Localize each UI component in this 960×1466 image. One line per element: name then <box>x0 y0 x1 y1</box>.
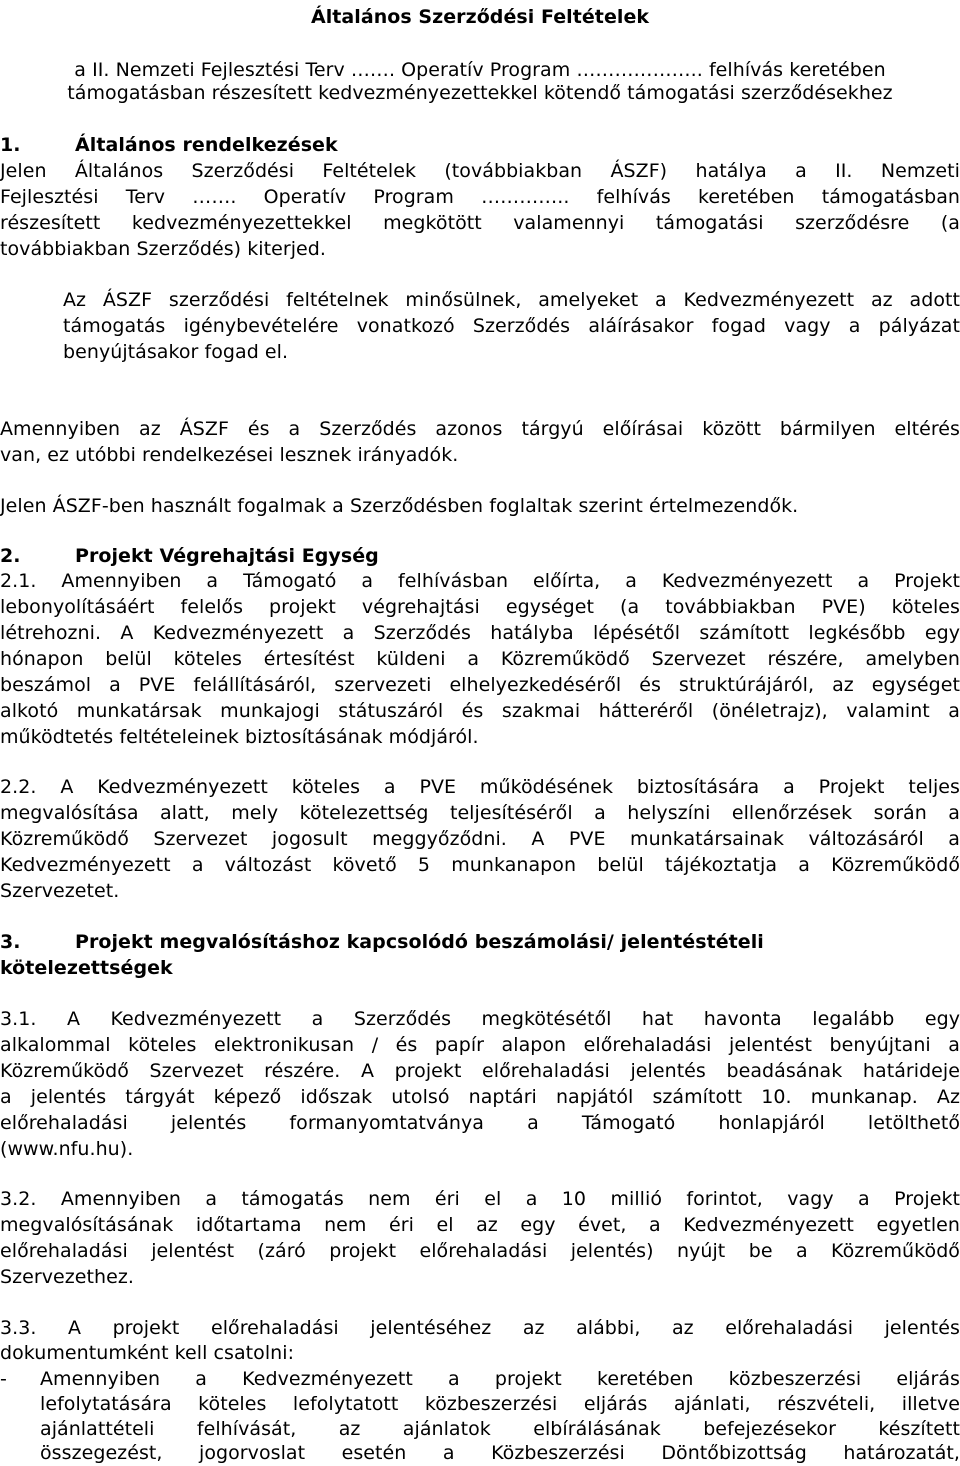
paragraph-line: lebonyolításáért felelős projekt végrehajtási egységet (a továbbiakban PVE) köteles <box>0 596 960 618</box>
paragraph-line: megvalósításának időtartama nem éri el az egy évet, a Kedvezményezett egyetlen <box>0 1214 960 1236</box>
paragraph-line: 2.2. A Kedvezményezett köteles a PVE működésének biztosítására a Projekt teljes <box>0 776 960 798</box>
paragraph-line: Közreműködő Szervezet részére. A projekt előrehaladási jelentés beadásának határideje <box>0 1060 960 1082</box>
paragraph-line: támogatás igénybevételére vonatkozó Szerződés aláírásakor fogad vagy a pályázat <box>63 315 960 337</box>
paragraph-line: benyújtásakor fogad el. <box>63 341 289 363</box>
paragraph-line: előrehaladási jelentés formanyomtatványa a Támogató honlapjáról letölthető <box>0 1112 960 1134</box>
section-number: 3. <box>0 931 21 953</box>
section-number: 1. <box>0 134 21 156</box>
paragraph-line: 3.1. A Kedvezményezett a Szerződés megkötésétől hat havonta legalább egy <box>0 1008 960 1030</box>
bullet-dash: - <box>0 1368 7 1390</box>
paragraph-line: (www.nfu.hu). <box>0 1138 134 1160</box>
paragraph-line: dokumentumként kell csatolni: <box>0 1342 295 1364</box>
list-item-line: lefolytatására köteles lefolytatott közbeszerzési eljárás ajánlati, részvételi, illetve <box>40 1393 960 1415</box>
paragraph-line: előrehaladási jelentést (záró projekt előrehaladási jelentés) nyújt be a Közreműködő <box>0 1240 960 1262</box>
subtitle-line: a II. Nemzeti Fejlesztési Terv ……. Operatív Program ……………….. felhívás keretében <box>74 59 886 81</box>
list-item-line: ajánlattételi felhívását, az ajánlatok elbírálásának befejezésekor készített <box>40 1418 960 1440</box>
list-item-line: Amennyiben a Kedvezményezett a projekt keretében közbeszerzési eljárás <box>40 1368 960 1390</box>
list-item-line: összegezést, jogorvoslat esetén a Közbeszerzési Döntőbizottság határozatát, <box>40 1442 960 1464</box>
document-title: Általános Szerződési Feltételek <box>310 6 650 28</box>
paragraph-line: Fejlesztési Terv ……. Operatív Program ………….. felhívás keretében támogatásban <box>0 186 960 208</box>
paragraph-line: alkotó munkatársak munkajogi státuszáról és szakmai hátteréről (önéletrajz), valamint a <box>0 700 960 722</box>
paragraph-line: megvalósítása alatt, mely kötelezettség teljesítéséről a helyszíni ellenőrzések során a <box>0 802 960 824</box>
paragraph-line: részesített kedvezményezettekkel megkötött valamennyi támogatási szerződésre (a <box>0 212 960 234</box>
section-title: Általános rendelkezések <box>75 134 338 156</box>
paragraph-line: a jelentés tárgyát képező időszak utolsó naptári napjától számított 10. munkanap. Az <box>0 1086 960 1108</box>
paragraph-line: Szervezethez. <box>0 1266 134 1288</box>
paragraph-line: Jelen ÁSZF-ben használt fogalmak a Szerződésben foglaltak szerint értelmezendők. <box>0 495 799 517</box>
paragraph-line: 3.2. Amennyiben a támogatás nem éri el a 10 millió forintot, vagy a Projekt <box>0 1188 960 1210</box>
paragraph-line: alkalommal köteles elektronikusan / és papír alapon előrehaladási jelentést benyújtani a <box>0 1034 960 1056</box>
paragraph-line: működtetés feltételeinek biztosításának módjáról. <box>0 726 479 748</box>
paragraph-line: Az ÁSZF szerződési feltételnek minősülnek, amelyeket a Kedvezményezett az adott <box>63 289 960 311</box>
paragraph-line: Közreműködő Szervezet jogosult meggyőződni. A PVE munkatársainak változásáról a <box>0 828 960 850</box>
paragraph-line: van, ez utóbbi rendelkezései lesznek irányadók. <box>0 444 459 466</box>
paragraph-line: továbbiakban Szerződés) kiterjed. <box>0 238 326 260</box>
paragraph-line: Kedvezményezett a változást követő 5 munkanapon belül tájékoztatja a Közreműködő <box>0 854 960 876</box>
paragraph-line: 2.1. Amennyiben a Támogató a felhívásban előírta, a Kedvezményezett a Projekt <box>0 570 960 592</box>
paragraph-line: Amennyiben az ÁSZF és a Szerződés azonos tárgyú előírásai között bármilyen eltérés <box>0 418 960 440</box>
subtitle-line: támogatásban részesített kedvezményezettekkel kötendő támogatási szerződésekhez <box>67 82 893 104</box>
paragraph-line: Szervezetet. <box>0 880 120 902</box>
paragraph-line: létrehozni. A Kedvezményezett a Szerződés hatályba lépésétől számított legkésőbb egy <box>0 622 960 644</box>
paragraph-line: hónapon belül köteles értesítést küldeni a Közreműködő Szervezet részére, amelyben <box>0 648 960 670</box>
paragraph-line: beszámol a PVE felállításáról, szervezeti elhelyezkedéséről és struktúrájáról, az egységet <box>0 674 960 696</box>
paragraph-line: Jelen Általános Szerződési Feltételek (továbbiakban ÁSZF) hatálya a II. Nemzeti <box>0 160 960 182</box>
section-number: 2. <box>0 545 21 567</box>
paragraph-line: 3.3. A projekt előrehaladási jelentéséhez az alábbi, az előrehaladási jelentés <box>0 1317 960 1339</box>
section-title-continuation: kötelezettségek <box>0 957 173 979</box>
section-title: Projekt Végrehajtási Egység <box>75 545 379 567</box>
section-title: Projekt megvalósításhoz kapcsolódó beszámolási/ jelentéstételi <box>75 931 764 953</box>
